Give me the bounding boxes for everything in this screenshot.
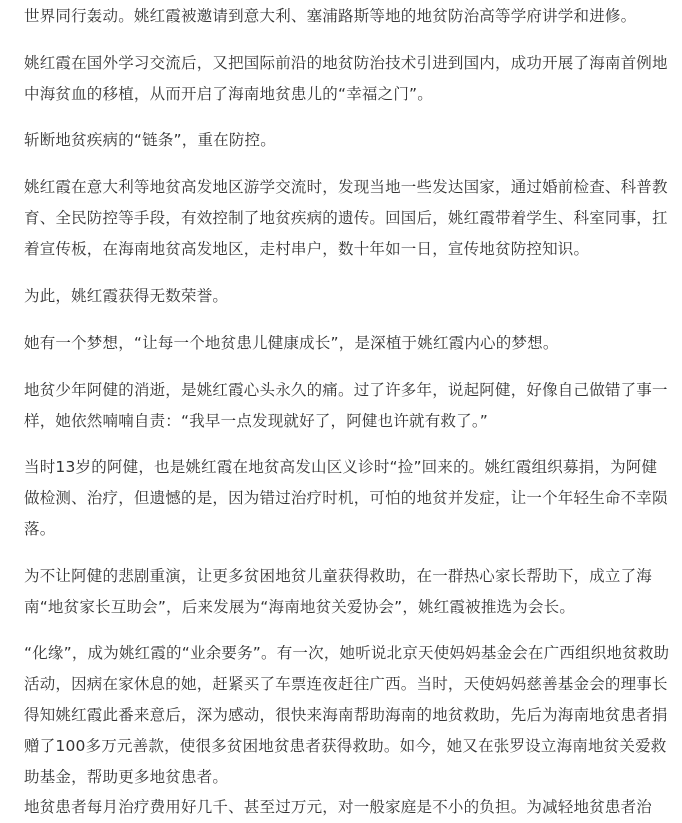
article-paragraph: 姚红霞在国外学习交流后，又把国际前沿的地贫防治技术引进到国内，成功开展了海南首例地中海贫血的移植，从而开启了海南地贫患儿的“幸福之门”。: [24, 54, 668, 103]
article-paragraph: 为此，姚红霞获得无数荣誉。: [24, 287, 229, 305]
article-paragraph: 为不让阿健的悲剧重演，让更多贫困地贫儿童获得救助，在一群热心家长帮助下，成立了海南“地贫家长互助会”，后来发展为“海南地贫关爱协会”，姚红霞被推选为会长。: [24, 567, 653, 616]
article-paragraph: 她有一个梦想，“让每一个地贫患儿健康成长”，是深植于姚红霞内心的梦想。: [24, 334, 559, 352]
article-paragraph: “化缘”，成为姚红霞的“业余要务”。有一次，她听说北京天使妈妈基金会在广西组织地贫救助活动，因病在家休息的她，赶紧买了车票连夜赶往广西。当时，天使妈妈慈善基金会的理事长得知姚红霞此番来意后，深为感动，很快来海南帮助海南的地贫救助，先后为海南地贫患者捐赠了100多万元善款，使很多贫困地贫患者获得救助。如今，她又在张罗设立海南地贫关爱救助基金，帮助更多地贫患者。: [24, 644, 670, 786]
article-paragraph: 世界同行轰动。姚红霞被邀请到意大利、塞浦路斯等地的地贫防治高等学府讲学和进修。: [24, 7, 637, 25]
article-paragraph: 地贫患者每月治疗费用好几千、甚至过万元，对一般家庭是不小的负担。为减轻地贫患者治: [24, 798, 653, 816]
article-paragraph: 姚红霞在意大利等地贫高发地区游学交流时，发现当地一些发达国家，通过婚前检查、科普教育、全民防控等手段，有效控制了地贫疾病的遗传。回国后，姚红霞带着学生、科室同事，扛着宣传板，在海南地贫高发地区，走村串户，数十年如一日，宣传地贫防控知识。: [24, 178, 668, 258]
article-paragraph: 斩断地贫疾病的“链条”，重在防控。: [24, 131, 276, 149]
article-paragraph: 地贫少年阿健的消逝，是姚红霞心头永久的痛。过了许多年，说起阿健，好像自己做错了事一样，她依然喃喃自责：“我早一点发现就好了，阿健也许就有救了。”: [24, 381, 668, 430]
article-paragraph: 当时13岁的阿健，也是姚红霞在地贫高发山区义诊时“捡”回来的。姚红霞组织募捐，为阿健做检测、治疗，但遗憾的是，因为错过治疗时机，可怕的地贫并发症，让一个年轻生命不幸陨落。: [24, 458, 668, 538]
